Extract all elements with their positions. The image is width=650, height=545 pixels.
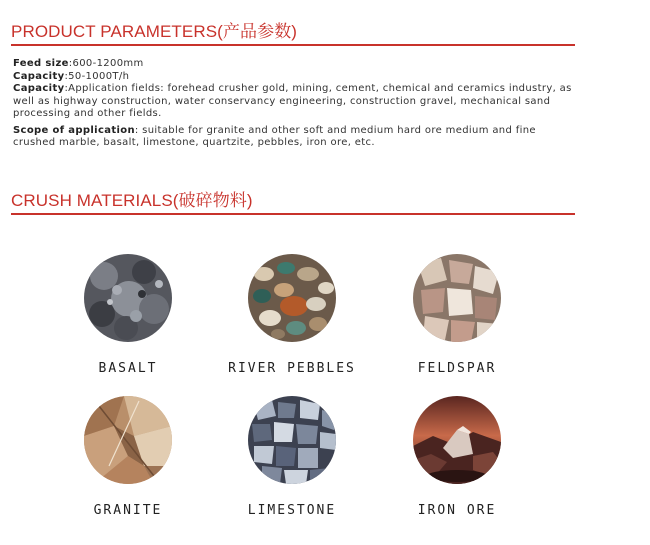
- material-item-limestone[interactable]: [217, 396, 367, 518]
- feed-size-label: Feed size: [13, 58, 69, 69]
- capacity-label: Capacity: [13, 70, 65, 82]
- material-item-river-pebbles[interactable]: [217, 254, 367, 376]
- crush-materials-title: CRUSH MATERIALS(破碎物料): [11, 191, 253, 210]
- material-label: FELDSPAR: [417, 361, 497, 376]
- parameters-block: [13, 58, 573, 150]
- river-pebbles-image: [248, 254, 336, 342]
- material-item-iron-ore[interactable]: [382, 396, 532, 518]
- product-parameters-title: PRODUCT PARAMETERS(产品参数): [11, 22, 298, 41]
- material-item-feldspar[interactable]: [382, 254, 532, 376]
- material-label: LIMESTONE: [247, 503, 337, 518]
- capacity-value: :50-1000T/h: [64, 70, 130, 82]
- scope-value: : suitable for granite and other soft and medium hard ore medium and fine crushed marble, basalt, limestone, quartzite, pebbles, iron ore, etc.: [13, 124, 536, 148]
- feed-size-value: :600-1200mm: [68, 58, 144, 69]
- iron-ore-image: [413, 396, 501, 484]
- feldspar-image: [413, 254, 501, 342]
- material-label: BASALT: [98, 361, 158, 376]
- feed-size-line: [13, 58, 573, 71]
- limestone-image: [248, 396, 336, 484]
- application-label: Capacity: [13, 83, 65, 94]
- capacity-line: [13, 71, 573, 84]
- material-label: RIVER PEBBLES: [228, 361, 356, 376]
- material-item-basalt[interactable]: [53, 254, 203, 376]
- scope-line: [13, 125, 573, 150]
- application-line: [13, 83, 573, 121]
- material-label: GRANITE: [93, 503, 163, 518]
- title-divider: [11, 213, 575, 215]
- basalt-image: [84, 254, 172, 342]
- title-divider: [11, 44, 575, 46]
- scope-label: Scope of application: [13, 124, 135, 136]
- material-item-granite[interactable]: [53, 396, 203, 518]
- granite-image: [84, 396, 172, 484]
- application-value: :Application fields: forehead crusher gold, mining, cement, chemical and ceramics industry, as well as highway construction, water conservancy engineering, construction gravel, mechanical sand processing and other fields.: [13, 83, 572, 119]
- material-label: IRON ORE: [417, 503, 497, 518]
